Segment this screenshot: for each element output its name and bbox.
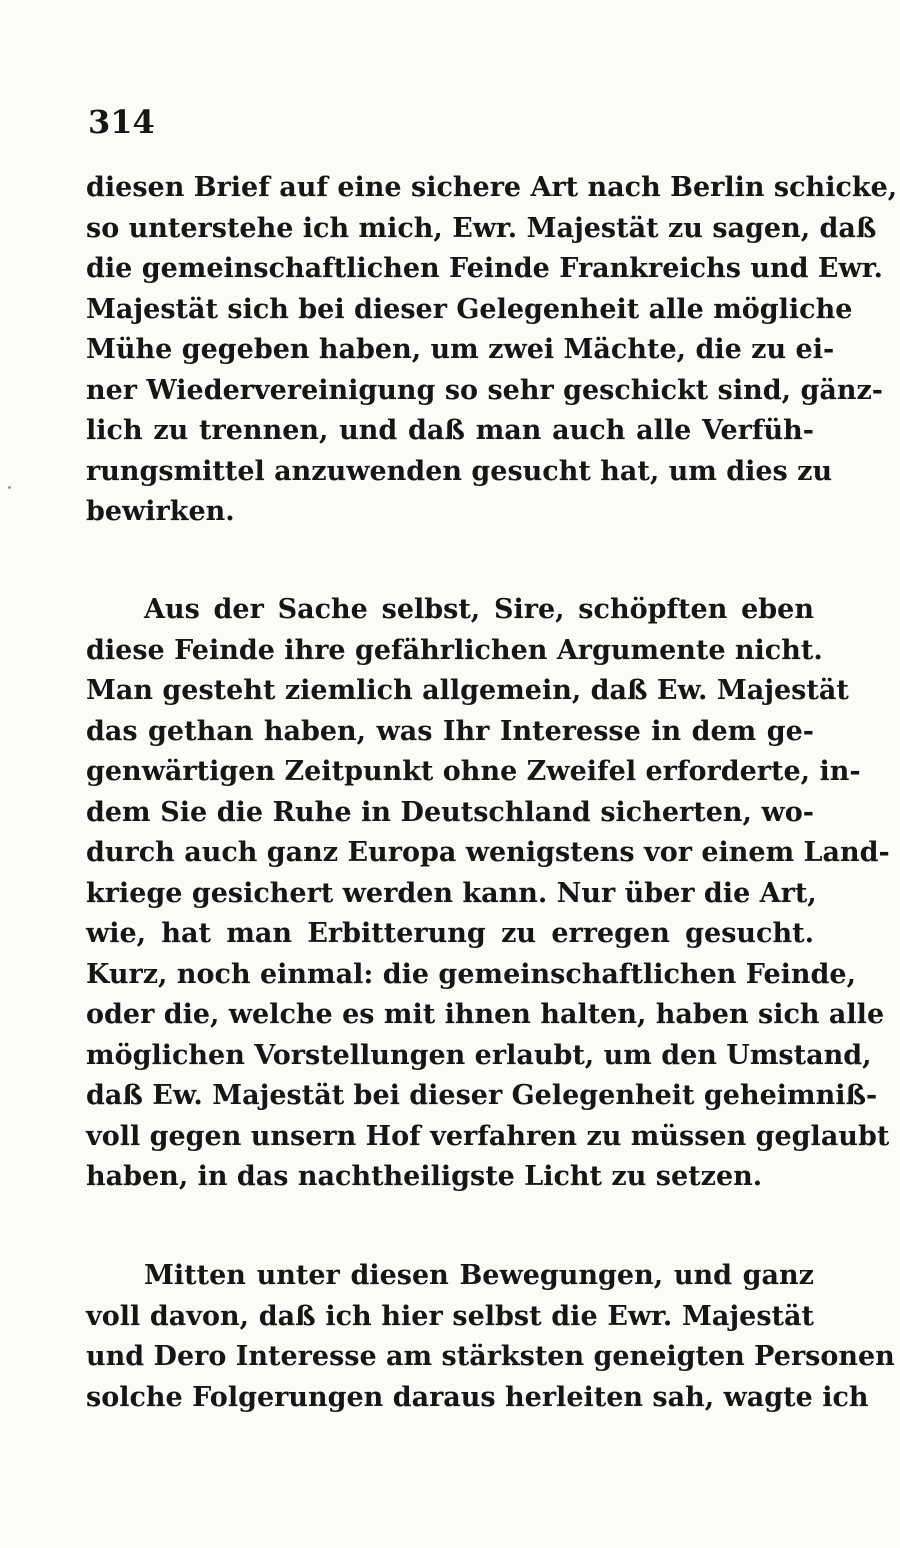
- text-line: Aus der Sache selbst, Sire, schöpften eben: [144, 594, 814, 625]
- text-line: solche Folgerungen daraus herleiten sah, wagte ich: [86, 1381, 869, 1413]
- text-line: oder die, welche es mit ihnen halten, haben sich alle: [86, 999, 885, 1030]
- text-line: kriege gesichert werden kann. Nur über die Art,: [86, 877, 817, 909]
- text-line: das gethan haben, was Ihr Interesse in dem ge-: [86, 715, 814, 747]
- page-number: 314: [88, 103, 155, 141]
- text-line: durch auch ganz Europa wenigstens vor einem Land-: [86, 837, 890, 868]
- text-line: dem Sie die Ruhe in Deutschland sicherten, wo-: [86, 796, 814, 828]
- text-line: voll davon, daß ich hier selbst die Ewr. Majestät: [86, 1300, 814, 1332]
- text-line: Mühe gegeben haben, um zwei Mächte, die zu ei-: [86, 334, 835, 365]
- text-line: rungsmittel anzuwenden gesucht hat, um dies zu: [86, 455, 833, 487]
- text-line: die gemeinschaftlichen Feinde Frankreichs und Ewr.: [86, 253, 883, 284]
- paragraph-2: [86, 590, 890, 1198]
- text-line: wie, hat man Erbitterung zu erregen gesucht.: [86, 918, 814, 949]
- text-line: Majestät sich bei dieser Gelegenheit alle mögliche: [86, 293, 853, 325]
- paragraph-3: [86, 1256, 895, 1418]
- text-line: haben, in das nachtheiligste Licht zu setzen.: [86, 1161, 763, 1192]
- text-line: ner Wiedervereinigung so sehr geschickt sind, gänz-: [86, 374, 883, 406]
- text-line: lich zu trennen, und daß man auch alle Verfüh-: [86, 415, 814, 446]
- text-line: bewirken.: [86, 496, 235, 527]
- paragraph-1: [86, 168, 898, 533]
- text-line: genwärtigen Zeitpunkt ohne Zweifel erforderte, in-: [86, 756, 861, 787]
- text-line: so unterstehe ich mich, Ewr. Majestät zu sagen, daß: [86, 212, 877, 244]
- text-line: Man gesteht ziemlich allgemein, daß Ew. Majestät: [86, 675, 849, 706]
- text-line: Mitten unter diesen Bewegungen, und ganz: [144, 1260, 814, 1291]
- text-line: voll gegen unsern Hof verfahren zu müssen geglaubt: [86, 1120, 890, 1152]
- text-line: möglichen Vorstellungen erlaubt, um den Umstand,: [86, 1039, 872, 1071]
- text-line: Kurz, noch einmal: die gemeinschaftlichen Feinde,: [86, 958, 856, 990]
- text-line: diesen Brief auf eine sichere Art nach Berlin schicke,: [86, 172, 898, 203]
- text-line: und Dero Interesse am stärksten geneigten Personen: [86, 1341, 895, 1372]
- text-line: diese Feinde ihre gefährlichen Argumente nicht.: [86, 634, 823, 666]
- text-line: daß Ew. Majestät bei dieser Gelegenheit geheimniß-: [86, 1080, 878, 1111]
- margin-mark: [8, 486, 11, 489]
